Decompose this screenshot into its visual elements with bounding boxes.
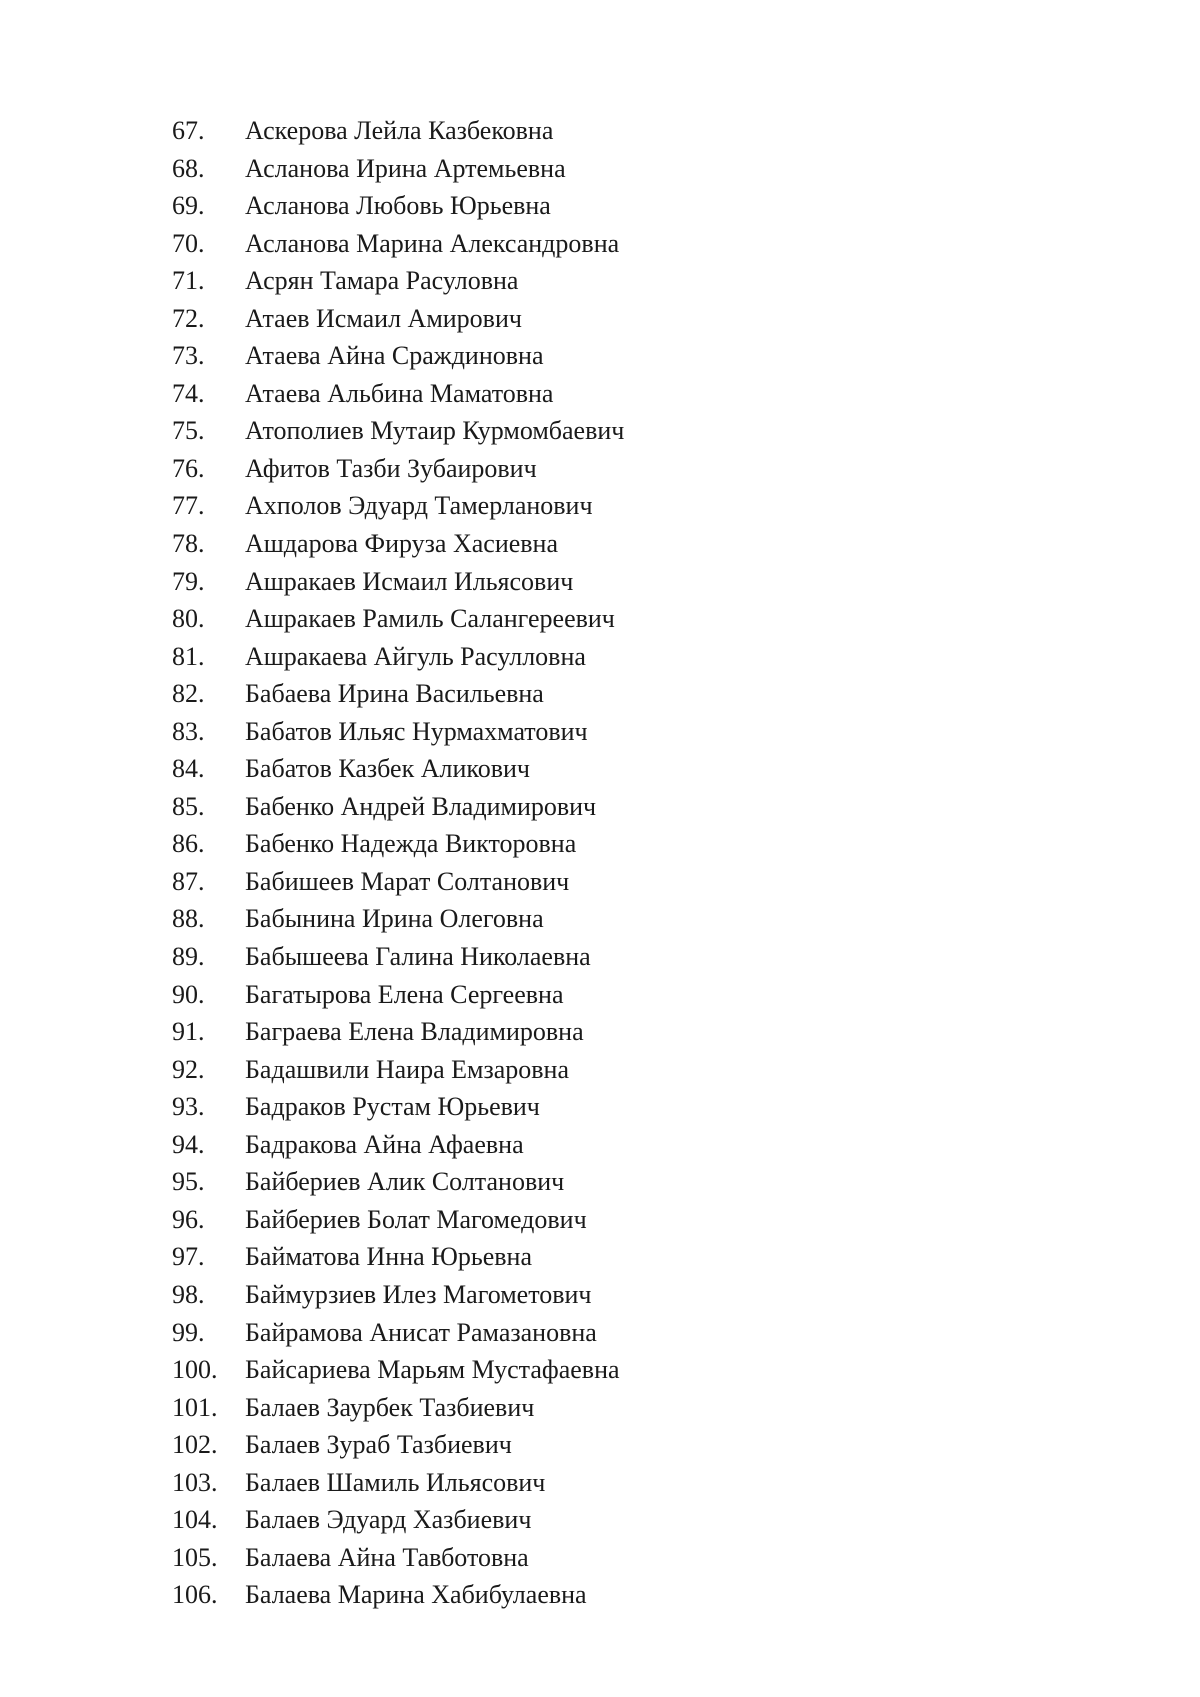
person-name: Аскерова Лейла Казбековна	[245, 116, 554, 145]
person-name: Балаев Зураб Тазбиевич	[245, 1430, 512, 1460]
list-item	[0, 150, 800, 188]
item-number: 84.	[172, 754, 205, 784]
person-name: Балаева Айна Тавботовна	[245, 1542, 529, 1572]
list-item	[0, 976, 800, 1014]
item-number: 100.	[172, 1355, 218, 1385]
item-number: 106.	[172, 1580, 218, 1610]
list-item	[0, 1501, 800, 1539]
list-item	[0, 638, 800, 676]
person-name: Ашдарова Фируза Хасиевна	[245, 529, 559, 559]
person-name: Байбериев Алик Солтанович	[245, 1167, 565, 1197]
item-number: 90.	[172, 979, 205, 1009]
person-name: Ашракаева Айгуль Расулловна	[245, 641, 586, 671]
person-name: Ашракаев Рамиль Салангереевич	[245, 604, 615, 634]
person-name: Атаева Айна Сраждиновна	[245, 341, 544, 371]
person-name: Баймурзиев Илез Магометович	[245, 1279, 592, 1309]
person-name: Бабенко Андрей Владимирович	[245, 791, 597, 821]
item-number: 105.	[172, 1542, 218, 1572]
person-name: Асрян Тамара Расуловна	[245, 266, 519, 296]
item-number: 77.	[172, 491, 205, 521]
item-number: 75.	[172, 416, 205, 446]
item-number: 87.	[172, 866, 205, 896]
person-name: Бабаева Ирина Васильевна	[245, 679, 544, 709]
item-number: 73.	[172, 341, 205, 371]
list-item	[0, 1276, 800, 1314]
list-item	[0, 1051, 800, 1089]
person-name: Бадашвили Наира Емзаровна	[245, 1054, 569, 1084]
list-item	[0, 1163, 800, 1201]
person-name: Байбериев Болат Магомедович	[245, 1204, 587, 1234]
list-item	[0, 750, 800, 788]
person-name: Бабынина Ирина Олеговна	[245, 904, 544, 934]
person-name: Балаев Шамиль Ильясович	[245, 1467, 546, 1497]
item-number: 78.	[172, 529, 205, 559]
item-number: 74.	[172, 378, 205, 408]
person-name: Афитов Тазби Зубаирович	[245, 453, 537, 483]
list-item	[0, 450, 800, 488]
list-item	[0, 900, 800, 938]
list-item	[0, 600, 800, 638]
item-number: 69.	[172, 191, 205, 221]
list-item	[0, 375, 800, 413]
person-name: Байрамова Анисат Рамазановна	[245, 1317, 597, 1347]
list-item	[0, 825, 800, 863]
list-item	[0, 1576, 800, 1614]
list-item	[0, 863, 800, 901]
list-item	[0, 1126, 800, 1164]
person-name: Асланова Ирина Артемьевна	[245, 153, 566, 183]
list-item	[0, 1013, 800, 1051]
item-number: 99.	[172, 1317, 205, 1347]
person-name: Байматова Инна Юрьевна	[245, 1242, 533, 1272]
list-item	[0, 563, 800, 601]
person-name: Балаев Заурбек Тазбиевич	[245, 1392, 535, 1422]
person-name: Атаева Альбина Маматовна	[245, 378, 554, 408]
list-item	[0, 1201, 800, 1239]
list-item	[0, 525, 800, 563]
list-item	[0, 1238, 800, 1276]
item-number: 98.	[172, 1279, 205, 1309]
item-number: 101.	[172, 1392, 218, 1422]
person-name: Балаева Марина Хабибулаевна	[245, 1580, 587, 1610]
list-item	[0, 1088, 800, 1126]
person-name: Бабишеев Марат Солтанович	[245, 866, 570, 896]
item-number: 71.	[172, 266, 205, 296]
list-item	[0, 187, 800, 225]
item-number: 86.	[172, 829, 205, 859]
item-number: 91.	[172, 1017, 205, 1047]
list-item	[0, 337, 800, 375]
item-number: 89.	[172, 942, 205, 972]
item-number: 67.	[172, 116, 205, 145]
person-name: Баграева Елена Владимировна	[245, 1017, 584, 1047]
item-number: 104.	[172, 1505, 218, 1535]
list-item	[0, 300, 800, 338]
name-list	[0, 112, 800, 1614]
person-name: Бабатов Ильяс Нурмахматович	[245, 716, 588, 746]
list-item	[0, 225, 800, 263]
list-item	[0, 112, 800, 150]
person-name: Ашракаев Исмаил Ильясович	[245, 566, 574, 596]
list-item	[0, 1314, 800, 1352]
list-item	[0, 1389, 800, 1427]
person-name: Байсариева Марьям Мустафаевна	[245, 1355, 620, 1385]
person-name: Асланова Марина Александровна	[245, 228, 620, 258]
list-item	[0, 487, 800, 525]
item-number: 93.	[172, 1092, 205, 1122]
list-item	[0, 1426, 800, 1464]
item-number: 82.	[172, 679, 205, 709]
item-number: 103.	[172, 1467, 218, 1497]
person-name: Бабенко Надежда Викторовна	[245, 829, 577, 859]
item-number: 96.	[172, 1204, 205, 1234]
list-item	[0, 788, 800, 826]
item-number: 88.	[172, 904, 205, 934]
person-name: Бабышеева Галина Николаевна	[245, 942, 591, 972]
person-name: Багатырова Елена Сергеевна	[245, 979, 564, 1009]
person-name: Бадракова Айна Афаевна	[245, 1129, 524, 1159]
list-item	[0, 1464, 800, 1502]
item-number: 76.	[172, 453, 205, 483]
item-number: 94.	[172, 1129, 205, 1159]
list-item	[0, 938, 800, 976]
person-name: Ахполов Эдуард Тамерланович	[245, 491, 593, 521]
item-number: 85.	[172, 791, 205, 821]
list-item	[0, 675, 800, 713]
person-name: Балаев Эдуард Хазбиевич	[245, 1505, 532, 1535]
item-number: 102.	[172, 1430, 218, 1460]
person-name: Бабатов Казбек Аликович	[245, 754, 530, 784]
person-name: Бадраков Рустам Юрьевич	[245, 1092, 540, 1122]
list-item	[0, 713, 800, 751]
item-number: 95.	[172, 1167, 205, 1197]
item-number: 81.	[172, 641, 205, 671]
item-number: 80.	[172, 604, 205, 634]
person-name: Асланова Любовь Юрьевна	[245, 191, 551, 221]
item-number: 79.	[172, 566, 205, 596]
person-name: Атополиев Мутаир Курмомбаевич	[245, 416, 625, 446]
list-item	[0, 1539, 800, 1577]
item-number: 72.	[172, 303, 205, 333]
person-name: Атаев Исмаил Амирович	[245, 303, 522, 333]
item-number: 83.	[172, 716, 205, 746]
item-number: 97.	[172, 1242, 205, 1272]
item-number: 70.	[172, 228, 205, 258]
list-item	[0, 262, 800, 300]
item-number: 92.	[172, 1054, 205, 1084]
item-number: 68.	[172, 153, 205, 183]
list-item	[0, 412, 800, 450]
list-item	[0, 1351, 800, 1389]
